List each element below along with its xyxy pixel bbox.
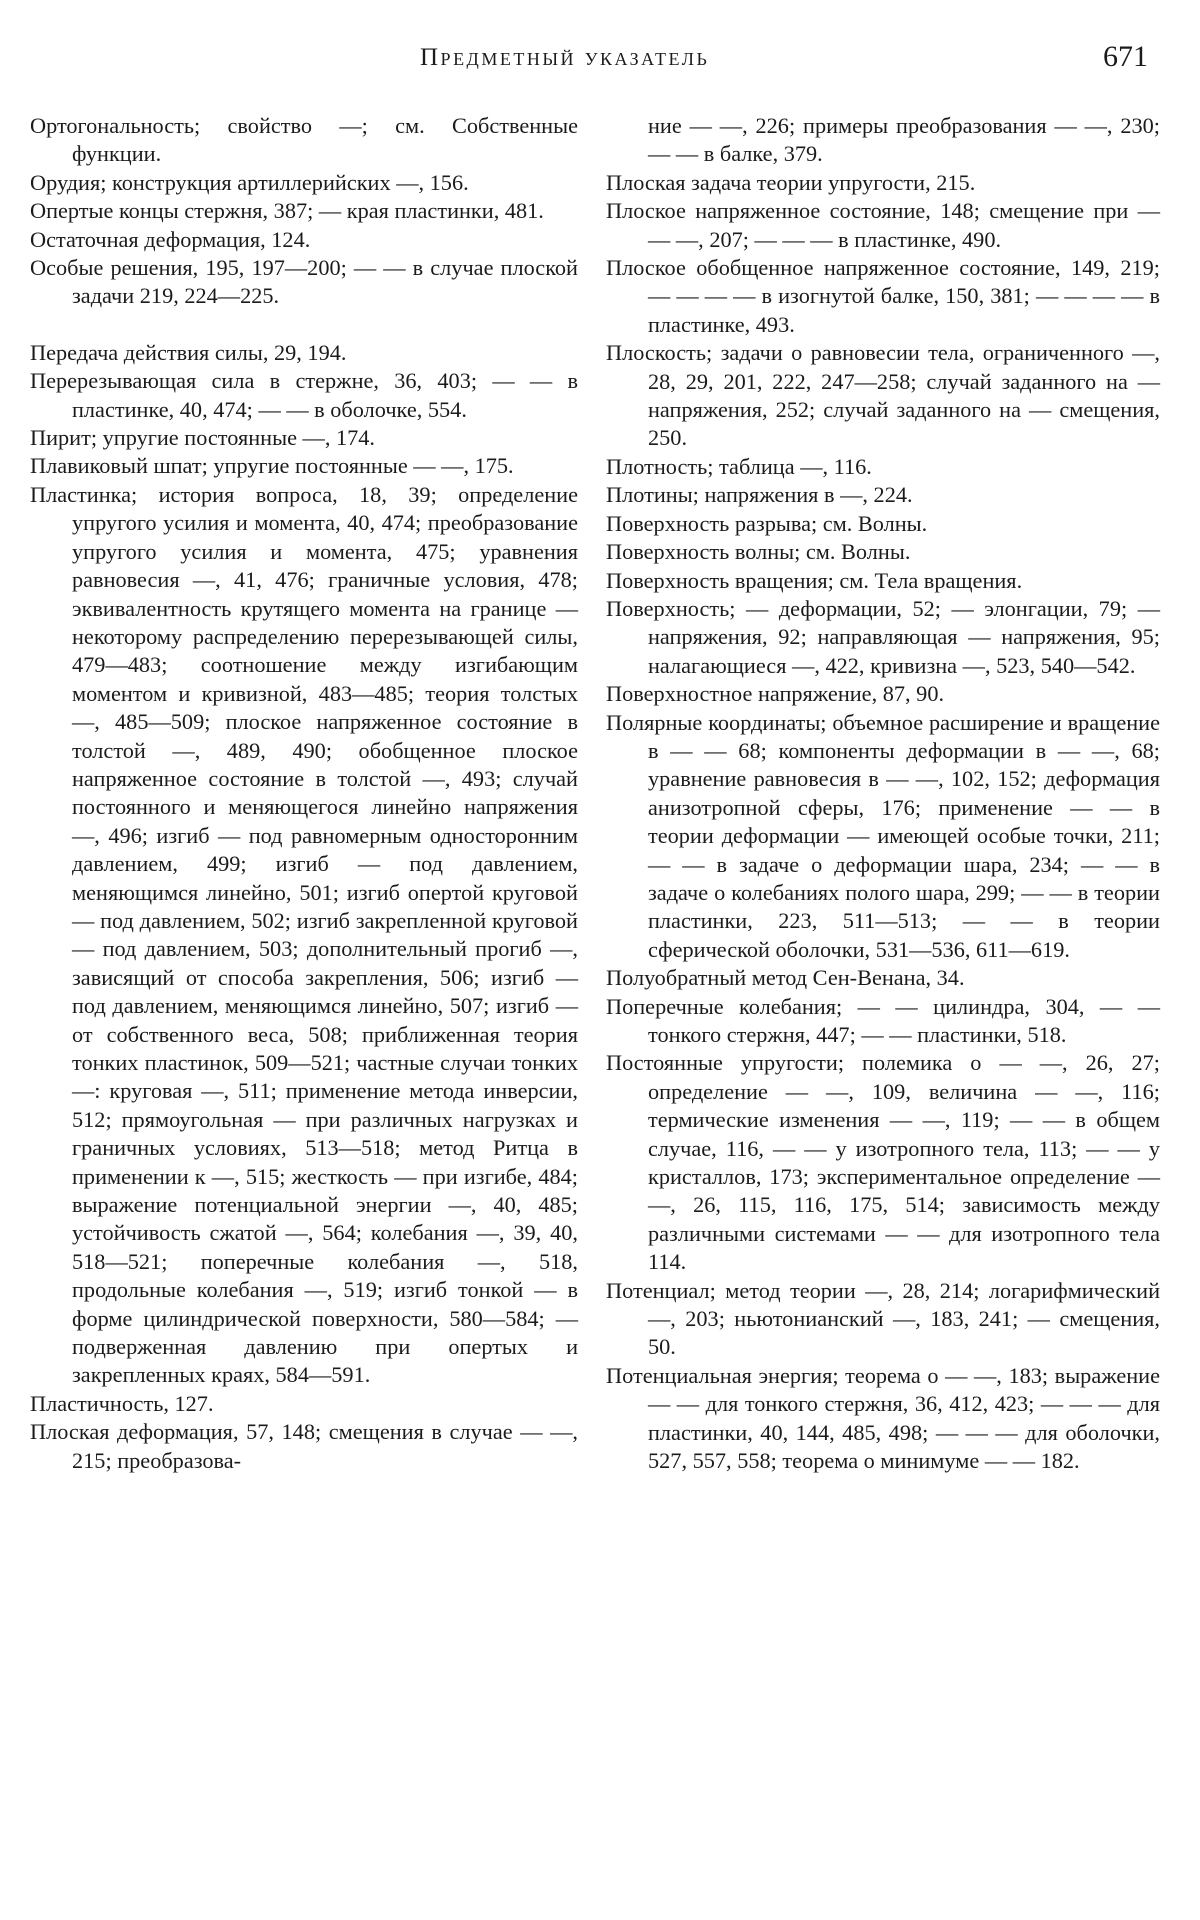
index-entry: Орудия; конструкция артиллерийских —, 156. (30, 169, 469, 195)
index-entry: Плотность; таблица —, 116. (606, 453, 872, 479)
index-entry: Остаточная деформация, 124. (30, 226, 311, 252)
index-entry: Плоскость; задачи о равновесии тела, ограниченного —, 28, 29, 201, 222, 247—258; случай заданного на — напряжения, 252; случай заданного на — смещения, 250. (606, 340, 1160, 451)
index-column-right (606, 112, 1160, 1476)
index-entry: Перерезывающая сила в стержне, 36, 403; — — в пластинке, 40, 474; — — в оболочке, 554. (30, 368, 578, 422)
index-entry: Поверхностное напряжение, 87, 90. (606, 681, 945, 707)
index-entry: Плоское напряженное состояние, 148; смещение при — — —, 207; — — — в пластинке, 490. (606, 198, 1160, 252)
index-entry: Полярные координаты; объемное расширение и вращение в — — 68; компоненты деформации в — —, 68; уравнение равновесия в — —, 102, 152; деформация анизотропной сферы, 176; применение — — в теории деформации — имеющей особые точки, 211; — — в задаче о деформации шара, 234; — — в задаче о колебаниях полого шара, 299; — — в теории пластинки, 223, 511—513; — — в теории сферической оболочки, 531—536, 611—619. (606, 709, 1160, 962)
index-entry: Плоское обобщенное напряженное состояние, 149, 219; — — — — в изогнутой балке, 150, 381; — — — — в пластинке, 493. (606, 255, 1160, 337)
index-entry: Поверхность волны; см. Волны. (606, 539, 911, 565)
index-entry: Плавиковый шпат; упругие постоянные — —, 175. (30, 453, 514, 479)
index-entry: Пирит; упругие постоянные —, 174. (30, 425, 376, 451)
page-number: 671 (1103, 40, 1148, 73)
index-entry: Передача действия силы, 29, 194. (30, 339, 347, 365)
index-entry: Потенциальная энергия; теорема о — —, 183; выражение — — для тонкого стержня, 36, 412, 423; — — — для пластинки, 40, 144, 485, 498; — — — для оболочки, 527, 557, 558; теорема о минимуме — — 182. (606, 1362, 1160, 1474)
index-entry: Полуобратный метод Сен-Венана, 34. (606, 965, 965, 991)
index-entry: Поверхность; — деформации, 52; — элонгации, 79; — напряжения, 92; направляющая — напряжения, 95; налагающиеся —, 422, кривизна —, 523, 540—542. (606, 595, 1160, 678)
index-column-left (30, 112, 578, 1475)
running-title: Предметный указатель (420, 44, 710, 71)
index-entry: Поверхность разрыва; см. Волны. (606, 510, 928, 536)
index-entry: Плоская деформация, 57, 148; смещения в случае — —, 215; преобразова- (30, 1419, 578, 1473)
index-entry: Опертые концы стержня, 387; — края пластинки, 481. (30, 198, 544, 224)
index-entry: Постоянные упругости; полемика о — —, 26, 27; определение — —, 109, величина — —, 116; термические изменения — —, 119; — — в общем случае, 116, — — у изотропного тела, 113; — — у кристаллов, 173; экспериментальное определение — —, 26, 115, 116, 175, 514; зависимость между различными системами — — для изотропного тела 114. (606, 1050, 1160, 1275)
index-entry: Особые решения, 195, 197—200; — — в случае плоской задачи 219, 224—225. (30, 255, 578, 309)
index-entry-continuation: ние — —, 226; примеры преобразования — —, 230; — — в балке, 379. (648, 113, 1160, 167)
index-entry: Плоская задача теории упругости, 215. (606, 169, 976, 195)
index-entry: Поперечные колебания; — — цилиндра, 304, — — тонкого стержня, 447; — — пластинки, 518. (606, 993, 1160, 1047)
page-header (0, 40, 1200, 80)
index-entry: Поверхность вращения; см. Тела вращения. (606, 567, 1023, 593)
index-entry: Пластинка; история вопроса, 18, 39; определение упругого усилия и момента, 40, 474; преобразование упругого усилия и момента, 475; уравнения равновесия —, 41, 476; граничные условия, 478; эквивалентность крутящего момента на границе — некоторому распределению перерезывающей силы, 479—483; соотношение между изгибающим моментом и кривизной, 483—485; теория толстых —, 485—509; плоское напряженное состояние в толстой —, 489, 490; обобщенное плоское напряженное состояние в толстой —, 493; случай постоянного и меняющегося линейно напряжения —, 496; изгиб — под равномерным односторонним давлением, 499; изгиб — под давлением, меняющимся линейно, 501; изгиб опертой круговой — под давлением, 502; изгиб закрепленной круговой — под давлением, 503; дополнительный прогиб —, зависящий от способа закрепления, 506; изгиб — под давлением, меняющимся линейно, 507; изгиб — от собственного веса, 508; приближенная теория тонких пластинок, 509—521; частные случаи тонких —: круговая —, 511; применение метода инверсии, 512; прямоугольная — при различных нагрузках и граничных условиях, 513—518; метод Ритца в применении к —, 515; жесткость — при изгибе, 484; выражение потенциальной энергии —, 40, 485; устойчивость сжатой —, 564; колебания —, 39, 40, 518—521; поперечные колебания —, 518, продольные колебания —, 519; изгиб тонкой — в форме цилиндрической поверхности, 580—584; — подверженная давлению при опертых и закрепленных краях, 584—591. (30, 481, 578, 1388)
index-entry: Пластичность, 127. (30, 1390, 214, 1416)
section-gap (30, 311, 578, 339)
index-entry: Ортогональность; свойство —; см. Собственные функции. (30, 113, 578, 167)
index-entry: Потенциал; метод теории —, 28, 214; логарифмический —, 203; ньютонианский —, 183, 241; — смещения, 50. (606, 1277, 1160, 1360)
index-entry: Плотины; напряжения в —, 224. (606, 482, 913, 508)
